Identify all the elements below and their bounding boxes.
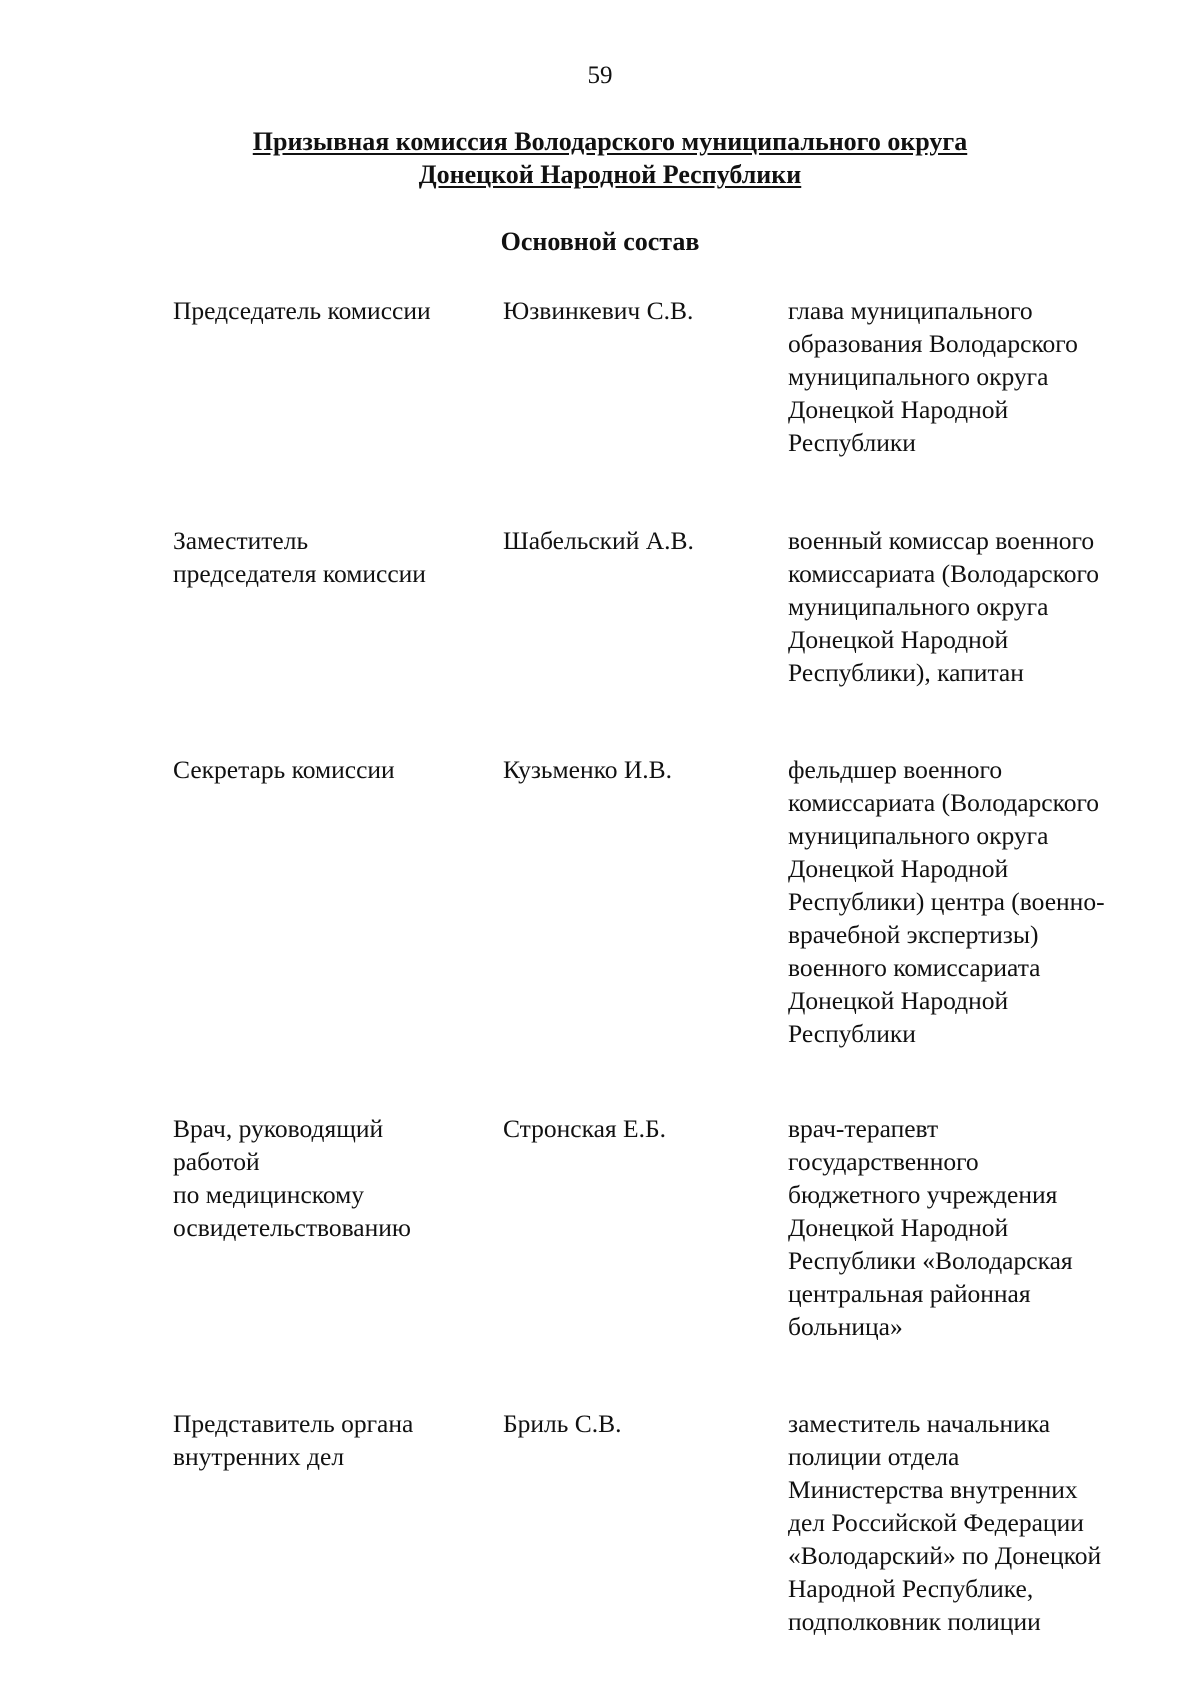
document-title-line-1: Призывная комиссия Володарского муниципального округа — [252, 127, 968, 156]
member-name: Шабельский А.В. — [503, 526, 694, 555]
member-position: врач-терапевт государственного бюджетного учреждения Донецкой Народной Республики «Володарская центральная районная больница» — [788, 1114, 1073, 1341]
member-position: фельдшер военного комиссариата (Володарского муниципального округа Донецкой Народной Республики) центра (военно- врачебной экспертизы) военного комиссариата Донецкой Народной Республики — [788, 755, 1105, 1048]
member-name: Юзвинкевич С.В. — [503, 296, 694, 325]
member-name: Стронская Е.Б. — [503, 1114, 666, 1143]
member-role: Врач, руководящий работой по медицинскому освидетельствованию — [173, 1114, 411, 1242]
member-role: Представитель органа внутренних дел — [173, 1409, 414, 1471]
member-role: Председатель комиссии — [173, 296, 431, 325]
member-position: глава муниципального образования Володарского муниципального округа Донецкой Народной Республики — [788, 296, 1078, 457]
member-name: Кузьменко И.В. — [503, 755, 673, 784]
member-position: заместитель начальника полиции отдела Министерства внутренних дел Российской Федерации «Володарский» по Донецкой Народной Республике, подполковник полиции — [788, 1409, 1102, 1636]
member-role: Секретарь комиссии — [173, 755, 395, 784]
member-position: военный комиссар военного комиссариата (Володарского муниципального округа Донецкой Народной Республики), капитан — [788, 526, 1100, 687]
document-title-line-2: Донецкой Народной Республики — [418, 160, 802, 189]
section-heading: Основной состав — [500, 227, 700, 256]
member-role: Заместитель председателя комиссии — [173, 526, 426, 588]
member-name: Бриль С.В. — [503, 1409, 622, 1438]
page-number: 59 — [587, 62, 613, 89]
